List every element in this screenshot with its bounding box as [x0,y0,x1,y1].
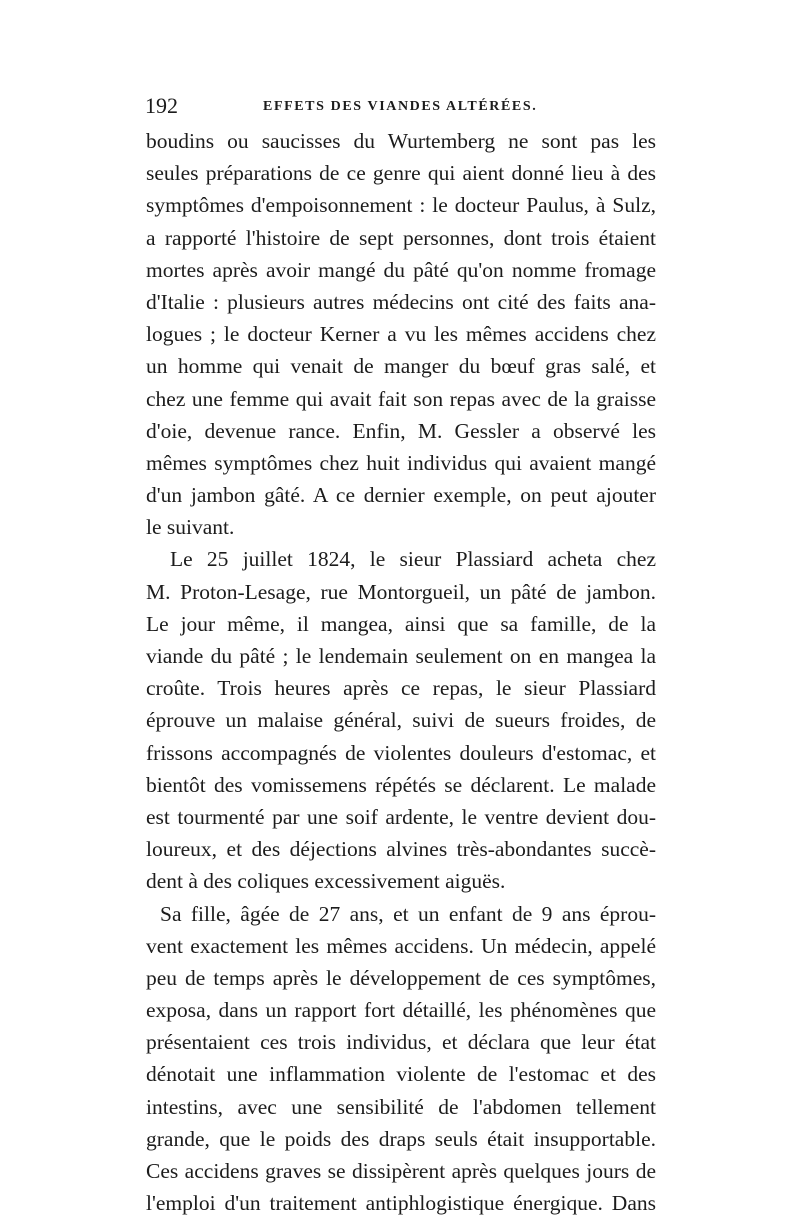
text-line: présentaient ces trois individus, et déclara que leur état [146,1030,656,1055]
text-line: mortes après avoir mangé du pâté qu'on nomme fromage [146,257,656,282]
text-line: vent exactement les mêmes accidens. Un médecin, appelé [146,933,656,958]
text-line: M. Proton-Lesage, rue Montorgueil, un pâté de jambon. [146,579,656,604]
paragraph-end-line: le suivant. [146,515,235,540]
text-line: Ces accidens graves se dissipèrent après quelques jours de [146,1159,656,1183]
text-line: peu de temps après le développement de ces symptômes, [146,965,656,990]
text-line: intestins, avec une sensibilité de l'abdomen tellement [146,1094,656,1119]
text-line: éprouve un malaise général, suivi de sueurs froides, de [146,708,656,733]
text-line: dénotait une inflammation violente de l'estomac et des [146,1062,656,1087]
text-line: exposa, dans un rapport fort détaillé, les phénomènes que [146,998,656,1023]
running-head [145,94,655,118]
text-line: logues ; le docteur Kerner a vu les mêmes accidens chez [146,322,656,347]
text-line: boudins ou saucisses du Wurtemberg ne sont pas les [146,129,656,153]
body-text [146,125,656,1219]
text-line: grande, que le poids des draps seuls était insupportable. [146,1126,656,1151]
text-line: viande du pâté ; le lendemain seulement on en mangea la [146,644,656,668]
text-line: d'Italie : plusieurs autres médecins ont cité des faits ana- [146,289,656,314]
text-line: un homme qui venait de manger du bœuf gras salé, et [146,354,656,379]
text-line: est tourmenté par une soif ardente, le ventre devient dou- [146,804,656,829]
running-title: EFFETS DES VIANDES ALTÉRÉES. [263,99,538,114]
paragraph-end-line: dent à des coliques excessivement aiguës. [146,869,506,894]
text-line: seules préparations de ce genre qui aient donné lieu à des [146,161,656,186]
text-line: Le jour même, il mangea, ainsi que sa famille, de la [146,611,656,636]
text-line: d'oie, devenue rance. Enfin, M. Gessler a observé les [146,418,656,443]
text-line: mêmes symptômes chez huit individus qui avaient mangé [146,450,656,475]
text-line: symptômes d'empoisonnement : le docteur Paulus, à Sulz, [146,193,656,218]
text-line: d'un jambon gâté. A ce dernier exemple, on peut ajouter [146,483,656,508]
paragraph-start-line: Sa fille, âgée de 27 ans, et un enfant de 9 ans éprou- [160,901,656,926]
text-line: chez une femme qui avait fait son repas avec de la graisse [146,386,656,411]
text-line: l'emploi d'un traitement antiphlogistique énergique. Dans [146,1191,656,1216]
paragraph-start-line: Le 25 juillet 1824, le sieur Plassiard acheta chez [170,547,656,572]
text-line: frissons accompagnés de violentes douleurs d'estomac, et [146,740,656,765]
text-line: loureux, et des déjections alvines très-abondantes succè- [146,837,656,862]
text-line: bientôt des vomissemens répétés se déclarent. Le malade [146,772,656,797]
text-line: croûte. Trois heures après ce repas, le sieur Plassiard [146,676,656,701]
page-number: 192 [145,93,178,118]
text-line: a rapporté l'histoire de sept personnes, dont trois étaient [146,225,656,250]
